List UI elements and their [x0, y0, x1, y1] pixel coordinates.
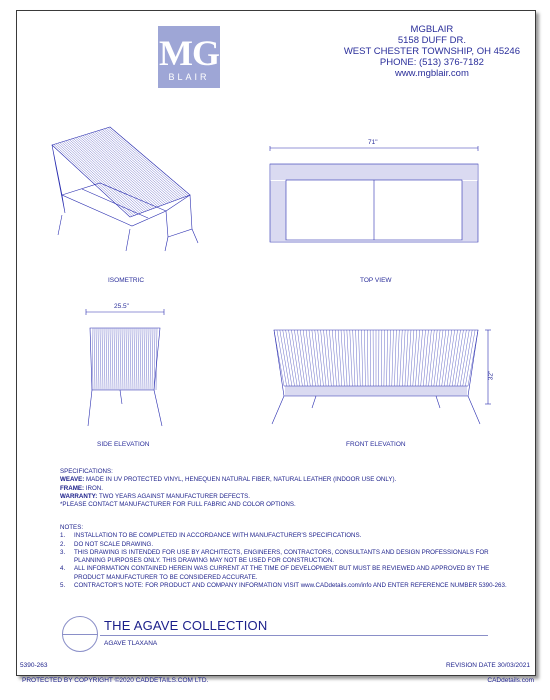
title-block-circle-icon: [62, 616, 98, 652]
caddetails-link[interactable]: CADdetails.com: [487, 677, 534, 684]
note-number: 2.: [60, 540, 66, 548]
front-elevation-label: FRONT ELEVATION: [346, 441, 406, 448]
copyright-notice: PROTECTED BY COPYRIGHT ©2020 CADDETAILS.COM LTD.: [22, 677, 209, 684]
spec-weave: [60, 476, 500, 484]
note-text: THIS DRAWING IS INTENDED FOR USE BY ARCHITECTS, ENGINEERS, CONTRACTORS, CONSULTANTS AND DESIGN PROFESSIONALS FOR PLANNING PURPOSES ONLY. THIS DRAWING MAY NOT BE USED FOR CONSTRUCTION.: [74, 548, 489, 565]
notes-heading: NOTES:: [60, 524, 84, 531]
note-text: CONTRACTOR'S NOTE: FOR PRODUCT AND COMPANY INFORMATION VISIT www.CADdetails.com/info AND ENTER REFERENCE NUMBER 5390-263.: [74, 582, 507, 590]
note-item: [60, 541, 520, 549]
note-number: 3.: [60, 548, 66, 556]
mgblair-logo: [158, 26, 220, 88]
note-item: [60, 532, 520, 540]
spec-frame-label: FRAME:: [60, 484, 85, 492]
revision-date: REVISION DATE 30/03/2021: [445, 662, 530, 669]
front-height-dimension: 32": [487, 370, 495, 381]
specifications: [60, 468, 500, 509]
top-width-dimension: 71": [368, 139, 378, 146]
note-number: 1.: [60, 532, 66, 540]
front-elevation-drawing: [266, 320, 498, 430]
note-number: 4.: [60, 565, 66, 573]
note-text: INSTALLATION TO BE COMPLETED IN ACCORDANCE WITH MANUFACTURER'S SPECIFICATIONS.: [74, 532, 362, 540]
note-text: DO NOT SCALE DRAWING.: [74, 540, 154, 548]
spec-weave-label: WEAVE:: [60, 476, 85, 484]
side-elevation-drawing: [80, 308, 170, 430]
notes: [60, 524, 520, 590]
isometric-view-drawing: [40, 125, 210, 255]
spec-warranty: [60, 493, 500, 501]
note-text: ALL INFORMATION CONTAINED HEREIN WAS CURRENT AT THE TIME OF DEVELOPMENT BUT MUST BE REVIEWED AND APPROVED BY THE PRODUCT MANUFACTURER TO BE CONSIDERED ACCURATE.: [74, 565, 490, 581]
spec-contact: *PLEASE CONTACT MANUFACTURER FOR FULL FABRIC AND COLOR OPTIONS.: [60, 501, 296, 509]
title-block: [60, 614, 490, 654]
spec-warranty-label: WARRANTY:: [60, 492, 98, 500]
side-depth-dimension: 25.5": [114, 303, 129, 310]
side-elevation-label: SIDE ELEVATION: [97, 441, 150, 448]
specs-heading: SPECIFICATIONS:: [60, 468, 113, 475]
logo-blair-text: BLAIR: [168, 72, 210, 82]
product-name: AGAVE TLAXANA: [104, 640, 158, 647]
company-website[interactable]: www.mgblair.com: [394, 68, 469, 79]
isometric-view-label: ISOMETRIC: [108, 277, 145, 284]
note-item: [60, 549, 520, 566]
spec-frame: [60, 485, 500, 493]
company-name: MGBLAIR: [410, 24, 454, 35]
note-number: 5.: [60, 582, 66, 590]
top-view-label: TOP VIEW: [360, 277, 392, 284]
note-item: [60, 582, 520, 590]
spec-weave-value: MADE IN UV PROTECTED VINYL, HENEQUEN NATURAL FIBER, NATURAL LEATHER (INDOOR USE ONLY).: [84, 476, 397, 484]
company-phone: PHONE: (513) 376-7182: [379, 57, 484, 68]
company-city: WEST CHESTER TOWNSHIP, OH 45246: [343, 46, 520, 57]
reference-number: 5390-263: [20, 662, 48, 669]
spec-frame-value: IRON.: [84, 484, 103, 492]
top-view-drawing: [266, 146, 482, 246]
company-address: [344, 24, 520, 79]
title-block-divider: [100, 635, 488, 636]
spec-warranty-value: TWO YEARS AGAINST MANUFACTURER DEFECTS.: [97, 492, 251, 500]
company-street: 5158 DUFF DR.: [397, 35, 466, 46]
note-item: [60, 565, 520, 582]
logo-mg-text: MG: [159, 33, 219, 73]
collection-title: THE AGAVE COLLECTION: [104, 618, 268, 633]
